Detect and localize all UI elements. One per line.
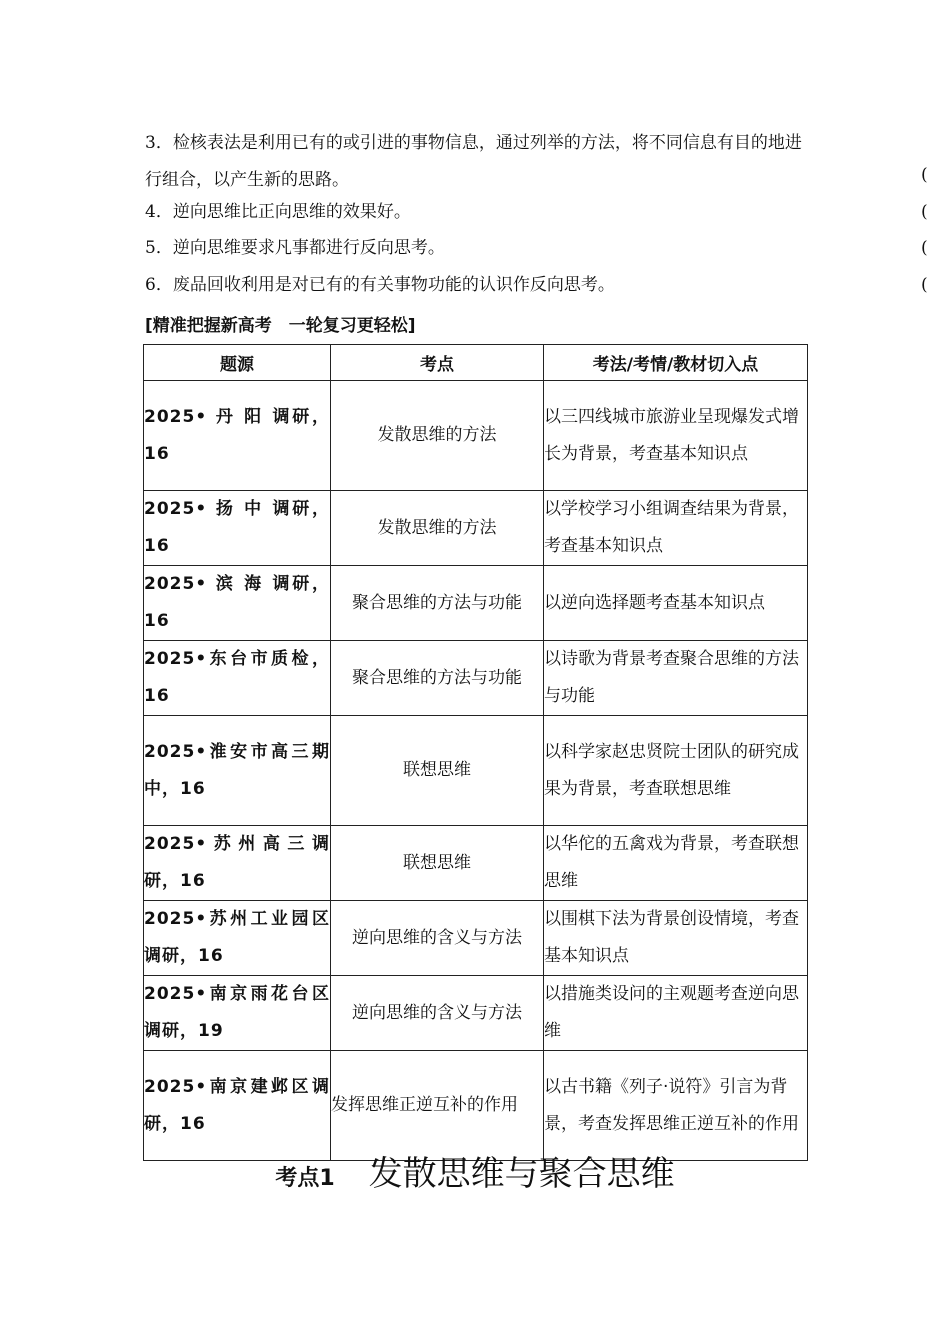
table-row xyxy=(144,976,808,1051)
row-source: 2025•苏州工业园区调研，16 xyxy=(144,901,331,976)
row-point: 聚合思维的方法与功能 xyxy=(331,641,544,716)
row-desc: 以逆向选择题考查基本知识点 xyxy=(544,566,808,641)
header-desc: 考法/考情/教材切入点 xyxy=(544,345,808,381)
row-source: 2025• 滨 海 调研，16 xyxy=(144,566,331,641)
row-point: 发散思维的方法 xyxy=(331,491,544,566)
row-desc: 以围棋下法为背景创设情境，考查基本知识点 xyxy=(544,901,808,976)
row-point: 聚合思维的方法与功能 xyxy=(331,566,544,641)
row-desc: 以措施类设问的主观题考查逆向思维 xyxy=(544,976,808,1051)
table-row xyxy=(144,901,808,976)
header-point: 考点 xyxy=(331,345,544,381)
row-source: 2025•东台市质检，16 xyxy=(144,641,331,716)
row-point: 逆向思维的含义与方法 xyxy=(331,976,544,1051)
row-source: 2025• 丹 阳 调研，16 xyxy=(144,381,331,491)
row-source: 2025• 扬 中 调研，16 xyxy=(144,491,331,566)
row-point: 联想思维 xyxy=(331,716,544,826)
table-row xyxy=(144,491,808,566)
row-desc: 以古书籍《列子·说符》引言为背景，考查发挥思维正逆互补的作用 xyxy=(544,1051,808,1161)
row-point: 发挥思维正逆互补的作用 xyxy=(331,1051,544,1161)
table-row xyxy=(144,566,808,641)
item-6-text: 6．废品回收利用是对已有的有关事物功能的认识作反向思考。 xyxy=(145,275,615,295)
item-5-answer-paren: ( xyxy=(921,238,928,258)
topic-number: 考点1 xyxy=(275,1166,335,1191)
row-desc: 以学校学习小组调查结果为背景，考查基本知识点 xyxy=(544,491,808,566)
item-4-text: 4．逆向思维比正向思维的效果好。 xyxy=(145,202,411,222)
table-row xyxy=(144,381,808,491)
section-heading: [精准把握新高考 一轮复习更轻松] xyxy=(145,316,416,336)
item-6-answer-paren: ( xyxy=(921,275,928,295)
row-desc: 以诗歌为背景考查聚合思维的方法与功能 xyxy=(544,641,808,716)
row-source: 2025•南京雨花台区调研，19 xyxy=(144,976,331,1051)
table-row xyxy=(144,826,808,901)
header-source: 题源 xyxy=(144,345,331,381)
row-point: 联想思维 xyxy=(331,826,544,901)
row-source: 2025•南京建邺区调研，16 xyxy=(144,1051,331,1161)
table-row xyxy=(144,641,808,716)
item-3-text: 3．检核表法是利用已有的或引进的事物信息，通过列举的方法，将不同信息有目的地进行组合，以产生新的思路。 xyxy=(145,133,802,190)
row-point: 发散思维的方法 xyxy=(331,381,544,491)
table-header-row xyxy=(144,345,808,381)
row-desc: 以科学家赵忠贤院士团队的研究成果为背景，考查联想思维 xyxy=(544,716,808,826)
table-row xyxy=(144,1051,808,1161)
item-3-answer-paren: ( xyxy=(921,165,928,185)
exam-source-table xyxy=(143,344,808,1161)
table-row xyxy=(144,716,808,826)
topic-heading xyxy=(0,1146,950,1195)
row-source: 2025•淮安市高三期中，16 xyxy=(144,716,331,826)
row-source: 2025•苏州高三调研，16 xyxy=(144,826,331,901)
item-4-answer-paren: ( xyxy=(921,202,928,222)
row-desc: 以华佗的五禽戏为背景，考查联想思维 xyxy=(544,826,808,901)
item-5-text: 5．逆向思维要求凡事都进行反向思考。 xyxy=(145,238,445,258)
row-desc: 以三四线城市旅游业呈现爆发式增长为背景，考查基本知识点 xyxy=(544,381,808,491)
topic-title: 发散思维与聚合思维 xyxy=(368,1154,675,1194)
row-point: 逆向思维的含义与方法 xyxy=(331,901,544,976)
